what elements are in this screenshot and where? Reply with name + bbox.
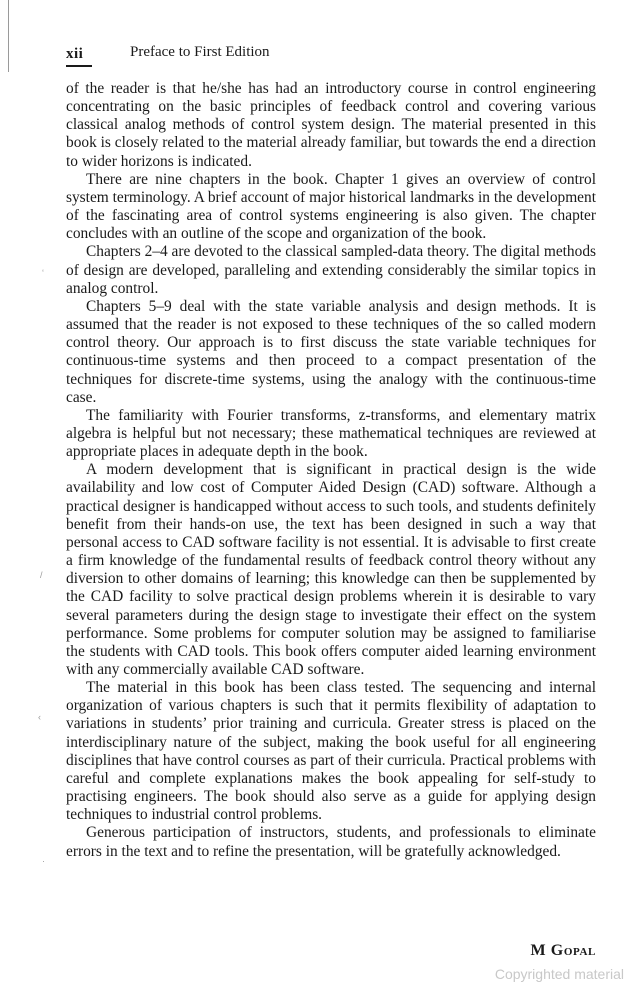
page-edge-line [8,0,9,72]
copyright-watermark: Copyrighted material [494,966,624,982]
paragraph: Chapters 5–9 deal with the state variable analysis and design methods. It is assumed that the reader is not exposed to these techniques of the so called modern control theory. Our approach is to first discuss the state variable techniques for continuous-time systems and then proceed to a compact presentation of the techniques for discrete-time systems, using the analogy with the continuous-time case. [66,297,596,406]
paragraph: The material in this book has been class tested. The sequencing and internal organization of various chapters is such that it permits flexibility of adaptation to variations in students’ prior training and curricula. Greater stress is placed on the interdisciplinary nature of the subject, making the book useful for all engineering disciplines that have control courses as part of their curricula. Practical problems with careful and complete explanations makes the book appealing for self-study to practising engineers. The book should also serve as a guide for applying design techniques to industrial control problems. [66,679,596,824]
page-number-rule [66,65,92,67]
paragraph: There are nine chapters in the book. Chapter 1 gives an overview of control system terminology. A brief account of major historical landmarks in the development of the fascinating area of control systems engineering is also given. The chapter concludes with an outline of the scope and organization of the book. [66,170,596,243]
author-signature: M Gopal [530,942,596,959]
paragraph: The familiarity with Fourier transforms, z-transforms, and elementary matrix algebra is helpful but not necessary; these mathematical techniques are reviewed at appropriate places in adequate depth in the book. [66,406,596,461]
page-number: xii [66,46,84,62]
page-header [66,42,606,64]
margin-speck: ‘ [42,268,44,278]
margin-speck: / [40,570,43,580]
margin-speck: ‹ [38,712,41,722]
paragraph: Generous participation of instructors, students, and professionals to eliminate errors in the text and to refine the presentation, will be gratefully acknowledged. [66,824,596,860]
running-title: Preface to First Edition [130,44,270,60]
preface-body [66,80,596,861]
paragraph: of the reader is that he/she has had an introductory course in control engineering concentrating on the basic principles of feedback control and covering various classical analog methods of control system design. The material presented in this book is closely related to the material already familiar, but towards the end a direction to wider horizons is indicated. [66,80,596,170]
margin-speck: · [42,856,45,866]
paragraph: A modern development that is significant in practical design is the wide availability and low cost of Computer Aided Design (CAD) software. Although a practical designer is handicapped without access to such tools, and students definitely benefit from their hands-on use, the text has been designed in such a way that personal access to CAD software facility is not essential. It is advisable to first create a firm knowledge of the fundamental results of feedback control theory without any diversion to other domains of learning; this knowledge can then be supplemented by the CAD facility to solve practical design problems wherein it is desirable to vary several parameters during the design stage to investigate their effect on the system performance. Some problems for computer solution may be assigned to familiarise the students with CAD tools. This book offers computer aided learning environment with any commercially available CAD software. [66,461,596,678]
paragraph: Chapters 2–4 are devoted to the classical sampled-data theory. The digital methods of design are developed, paralleling and extending considerably the similar topics in analog control. [66,243,596,297]
